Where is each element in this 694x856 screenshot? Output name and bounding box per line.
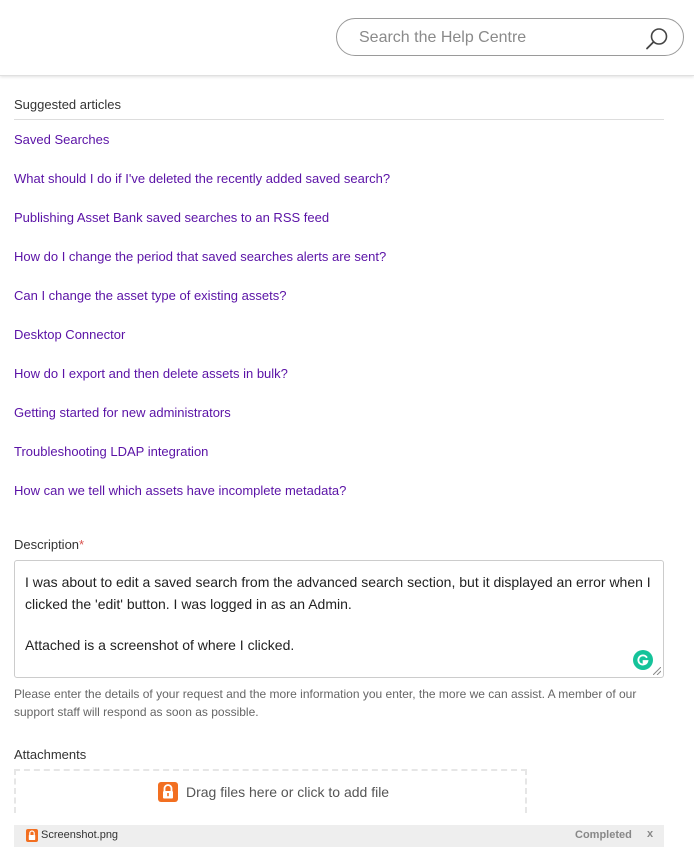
lock-icon [158,782,178,802]
suggested-articles-heading: Suggested articles [14,97,121,112]
suggested-divider [14,119,664,120]
list-item [14,326,390,365]
list-item [14,365,390,404]
article-link[interactable]: How do I change the period that saved searches alerts are sent? [14,249,387,264]
attachment-status: Completed [575,829,632,841]
list-item [14,131,390,170]
description-label-text: Description [14,537,80,552]
article-link[interactable]: Saved Searches [14,132,110,147]
attachments-label: Attachments [14,747,87,762]
search-icon[interactable] [645,27,669,51]
article-link[interactable]: How do I export and then delete assets in bulk? [14,366,288,381]
list-item [14,482,390,521]
list-item [14,170,390,209]
remove-attachment-button[interactable]: x [647,828,654,840]
description-textarea[interactable] [14,560,664,678]
list-item [14,287,390,326]
article-link[interactable]: Getting started for new administrators [14,405,231,420]
list-item [14,248,390,287]
dropzone-content [158,781,389,803]
list-item [14,209,390,248]
attachment-dropzone[interactable] [14,769,527,813]
required-marker: * [79,537,85,552]
grammarly-icon[interactable] [633,650,653,670]
article-link[interactable]: Desktop Connector [14,327,126,342]
description-line-1: I was about to edit a saved search from the advanced search section, but it displayed an error when I clicked the 'edit' button. I was logged in as an Admin. [25,574,651,612]
attachment-file-name: Screenshot.png [41,829,119,841]
description-line-2: Attached is a screenshot of where I clicked. [25,637,295,653]
help-search-box[interactable] [336,18,684,56]
resize-grip-icon[interactable] [653,667,661,675]
suggested-articles-list [14,131,390,521]
lock-icon [26,829,38,842]
search-input[interactable] [357,26,641,50]
article-link[interactable]: Can I change the asset type of existing assets? [14,288,287,303]
article-link[interactable]: Publishing Asset Bank saved searches to an RSS feed [14,210,330,225]
list-item [14,443,390,482]
description-help-text: Please enter the details of your request and the more information you enter, the more we can assist. A member of our support staff will respond as soon as possible. [14,687,637,719]
attachment-file-row [14,825,664,847]
dropzone-text: Drag files here or click to add file [186,784,390,800]
list-item [14,404,390,443]
page-header [0,0,694,76]
description-label [14,537,84,552]
article-link[interactable]: Troubleshooting LDAP integration [14,444,209,459]
article-link[interactable]: What should I do if I've deleted the recently added saved search? [14,171,391,186]
article-link[interactable]: How can we tell which assets have incomplete metadata? [14,483,347,498]
